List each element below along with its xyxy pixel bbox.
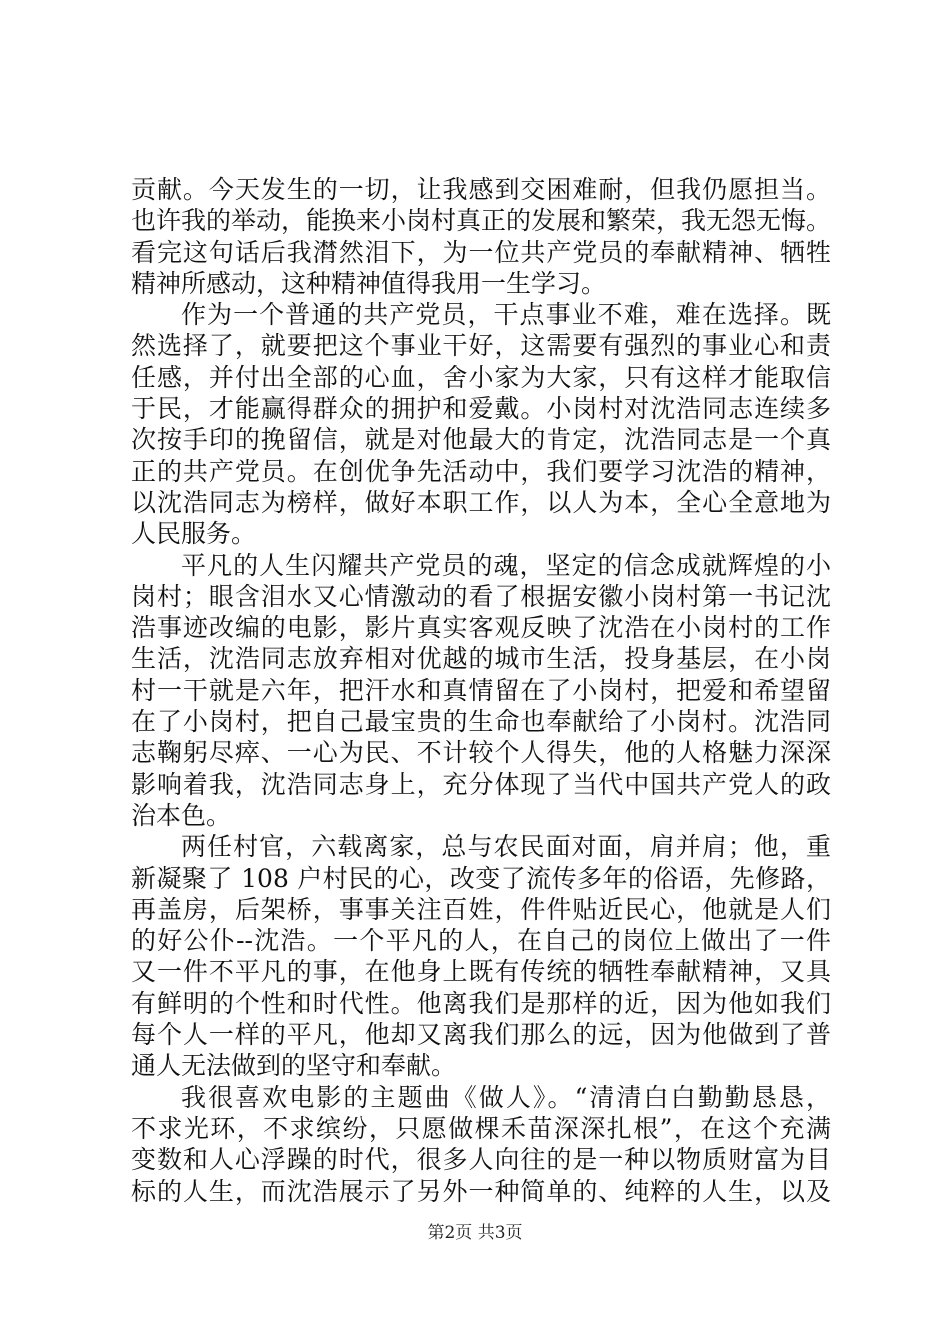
paragraph — [131, 174, 831, 299]
text-line: 志鞠躬尽瘁、一心为民、不计较个人得失，他的人格魅力深深 — [131, 738, 831, 768]
text-line: 影响着我，沈浩同志身上，充分体现了当代中国共产党人的政 — [131, 769, 831, 799]
text-line: 正的共产党员。在创优争先活动中，我们要学习沈浩的精神， — [131, 456, 831, 486]
text-line: 然选择了，就要把这个事业干好，这需要有强烈的事业心和责 — [131, 331, 831, 361]
text-line: 村一干就是六年，把汗水和真情留在了小岗村，把爱和希望留 — [131, 675, 831, 705]
text-line: 不求光环，不求缤纷，只愿做棵禾苗深深扎根”，在这个充满 — [131, 1113, 831, 1143]
paragraph — [131, 831, 831, 1081]
text-line: 次按手印的挽留信，就是对他最大的肯定，沈浩同志是一个真 — [131, 425, 831, 455]
text-line: 治本色。 — [131, 800, 232, 830]
text-line: 又一件不平凡的事，在他身上既有传统的牺牲奉献精神，又具 — [131, 957, 831, 987]
text-line: 变数和人心浮躁的时代，很多人向往的是一种以物质财富为目 — [131, 1145, 831, 1175]
text-line: 任感，并付出全部的心血，舍小家为大家，只有这样才能取信 — [131, 362, 831, 392]
text-line: 我很喜欢电影的主题曲《做人》。“清清白白勤勤恳恳， — [181, 1082, 831, 1112]
text-line: 在了小岗村，把自己最宝贵的生命也奉献给了小岗村。沈浩同 — [131, 707, 831, 737]
page-footer: 第2页 共3页 — [427, 1223, 523, 1243]
text-line: 生活，沈浩同志放弃相对优越的城市生活，投身基层，在小岗 — [131, 644, 831, 674]
text-line: 浩事迹改编的电影，影片真实客观反映了沈浩在小岗村的工作 — [131, 613, 831, 643]
text-line: 贡献。今天发生的一切，让我感到交困难耐，但我仍愿担当。 — [131, 175, 831, 204]
text-line: 的好公仆--沈浩。一个平凡的人，在自己的岗位上做出了一件 — [131, 926, 831, 956]
text-line: 岗村；眼含泪水又心情激动的看了根据安徽小岗村第一书记沈 — [131, 581, 831, 611]
text-line: 新凝聚了 108 户村民的心，改变了流传多年的俗语，先修路， — [131, 863, 831, 893]
paragraph — [131, 1082, 831, 1207]
text-line: 通人无法做到的坚守和奉献。 — [131, 1051, 457, 1081]
paragraph — [131, 299, 831, 549]
text-line: 再盖房，后架桥，事事关注百姓，件件贴近民心，他就是人们 — [131, 894, 831, 924]
text-line: 也许我的举动，能换来小岗村真正的发展和繁荣，我无怨无悔。 — [131, 206, 832, 236]
text-line: 于民，才能赢得群众的拥护和爱戴。小岗村对沈浩同志连续多 — [131, 394, 831, 424]
text-line: 标的人生，而沈浩展示了另外一种简单的、纯粹的人生，以及 — [131, 1176, 831, 1206]
text-line: 有鲜明的个性和时代性。他离我们是那样的近，因为他如我们 — [131, 988, 831, 1018]
text-line: 作为一个普通的共产党员，干点事业不难，难在选择。既 — [181, 300, 831, 330]
text-line: 每个人一样的平凡，他却又离我们那么的远，因为他做到了普 — [131, 1020, 831, 1050]
text-line: 平凡的人生闪耀共产党员的魂，坚定的信念成就辉煌的小 — [181, 550, 831, 580]
document-body — [131, 174, 831, 1207]
text-line: 看完这句话后我潸然泪下，为一位共产党员的奉献精神、牺牲 — [131, 237, 831, 267]
text-line: 精神所感动，这种精神值得我用一生学习。 — [131, 268, 607, 298]
paragraph — [131, 550, 831, 832]
text-line: 以沈浩同志为榜样，做好本职工作，以人为本，全心全意地为 — [131, 487, 831, 517]
text-line: 人民服务。 — [131, 519, 257, 549]
text-line: 两任村官，六载离家，总与农民面对面，肩并肩；他，重 — [181, 832, 831, 862]
